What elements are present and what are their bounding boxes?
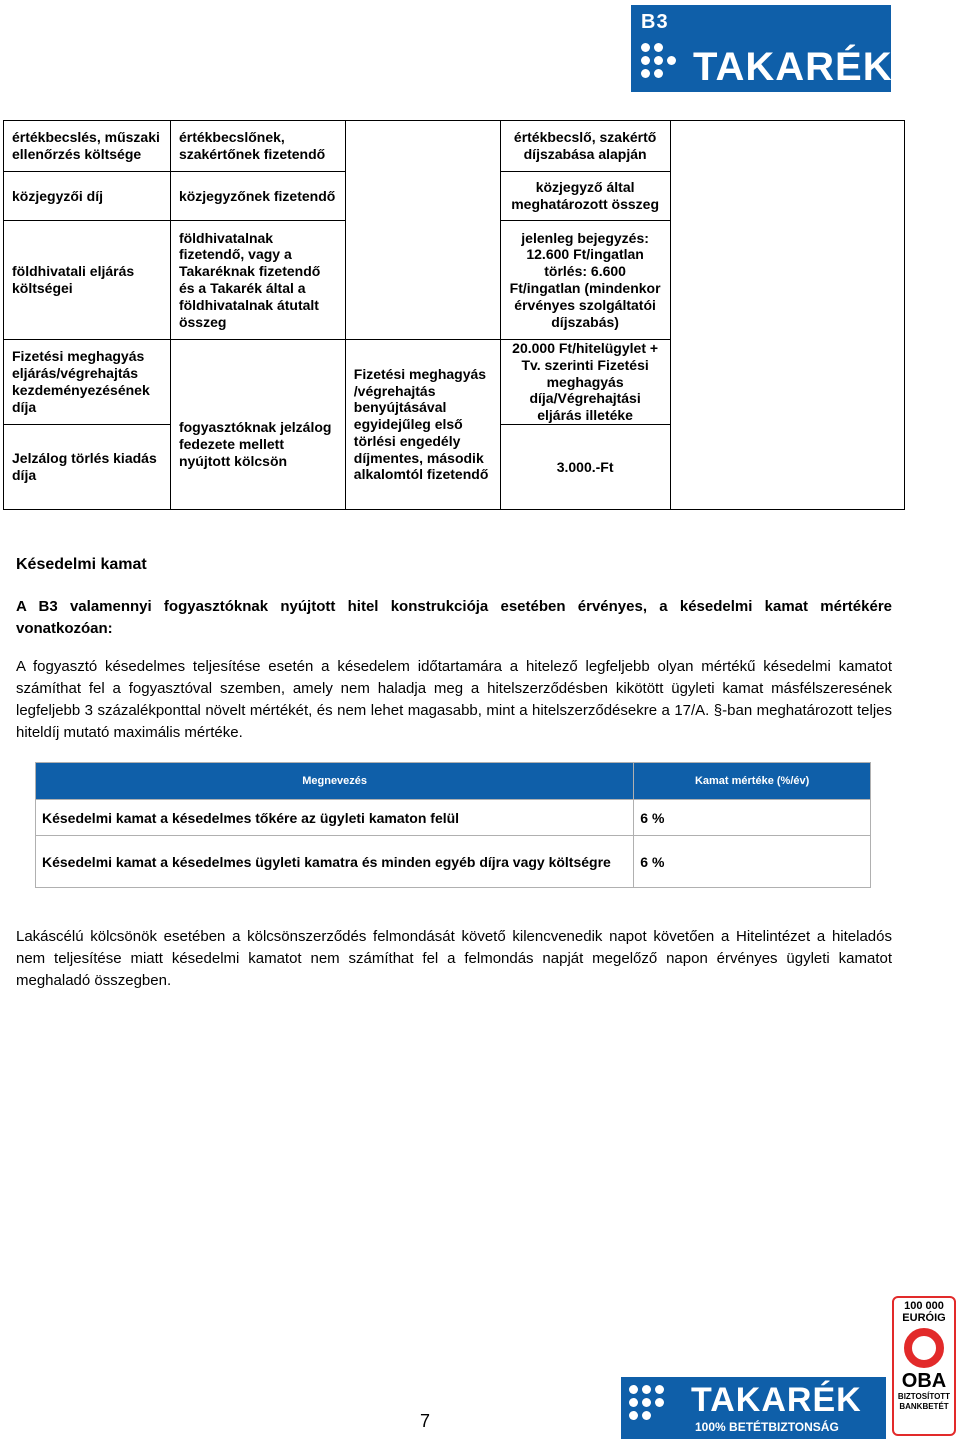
fee-note-empty — [345, 121, 500, 340]
bold-paragraph: A B3 valamennyi fogyasztóknak nyújtott hitel konstrukciója esetében érvényes, a késedelmi kamat mértékére vonatkozóan: — [16, 598, 892, 637]
fee-amount: 20.000 Ft/hitelügylet + Tv. szerinti Fizetési meghagyás díja/Végrehajtási eljárás illetéke — [500, 340, 670, 425]
guarantee-word: TAKARÉK — [691, 1381, 862, 1419]
oba-ring-icon — [904, 1328, 944, 1368]
paragraph-2: Lakáscélú kölcsönök esetében a kölcsönszerződés felmondását követő kilencvenedik napot követően a Hitelintézet a hiteladós nem teljesítése miatt késedelmi kamatot nem számíthat fel a felmondás napját megelőző napon érvényes ügyleti kamatot meghaladó összegben. — [16, 928, 892, 989]
merged-note: Fizetési meghagyás /végrehajtás benyújtásával egyidejűleg első törlési engedély díjmentes, második alkalomtól fizetendő — [345, 340, 500, 510]
merged-payer: fogyasztóknak jelzálog fedezete mellett nyújtott kölcsön — [170, 340, 345, 510]
empty-column — [670, 121, 904, 510]
fee-amount: értékbecslő, szakértő díjszabása alapján — [500, 121, 670, 172]
logo-b3-text: B3 — [641, 11, 669, 33]
b3-takarek-logo — [631, 5, 891, 92]
guarantee-dots-icon — [629, 1385, 677, 1433]
fee-label: Fizetési meghagyás eljárás/végrehajtás kezdeményezésének díja — [4, 340, 171, 425]
header-name: Megnevezés — [36, 763, 634, 800]
fee-label: közjegyzői díj — [4, 172, 171, 221]
logo-takarek-text: TAKARÉK — [693, 45, 893, 89]
oba-amount: 100 000 — [904, 1300, 944, 1312]
fee-label: Jelzálog törlés kiadás díja — [4, 424, 171, 509]
fee-amount: közjegyző által meghatározott összeg — [500, 172, 670, 221]
rate-name: Késedelmi kamat a késedelmes ügyleti kamatra és minden egyéb díjra vagy költségre — [36, 836, 634, 888]
paragraph: A fogyasztó késedelmes teljesítése esetén a késedelem időtartamára a hitelező legfeljebb olyan mértékű késedelmi kamatot számíthat fel a fogyasztóval szemben, amely nem haladja meg a hitelszerződésben kikötött ügyleti kamat másfélszeresének legfeljebb 3 százalékponttal növelt mértékét, és nem lehet magasabb, mint a hitelszerződésekre a 17/A. §-ban meghatározott teljes hiteldíj mutató maximális mértéke. — [16, 658, 892, 741]
rate-value: 6 % — [634, 836, 871, 888]
oba-sub1: BIZTOSÍTOTT — [897, 1392, 951, 1401]
page-number: 7 — [420, 1411, 431, 1431]
oba-logo — [892, 1296, 956, 1436]
fee-payer: értékbecslőnek, szakértőnek fizetendő — [170, 121, 345, 172]
fee-amount: 3.000.-Ft — [500, 424, 670, 509]
rate-value: 6 % — [634, 800, 871, 836]
fee-label: földhivatali eljárás költségei — [4, 221, 171, 340]
oba-currency: EURÓIG — [902, 1312, 946, 1324]
betetbiztonsag-logo — [621, 1377, 886, 1439]
fee-label: értékbecslés, műszaki ellenőrzés költsége — [4, 121, 171, 172]
logo-dots-icon — [641, 43, 689, 87]
oba-title: OBA — [901, 1370, 947, 1392]
fee-payer: közjegyzőnek fizetendő — [170, 172, 345, 221]
rates-table — [35, 762, 871, 888]
oba-sub2: BANKBETÉT — [899, 1402, 949, 1411]
table-row — [4, 121, 905, 172]
section-title: Késedelmi kamat — [16, 556, 147, 573]
fee-payer: földhivatalnak fizetendő, vagy a Takaréknak fizetendő és a Takarék által a földhivatalnak átutalt összeg — [170, 221, 345, 340]
fee-amount: jelenleg bejegyzés: 12.600 Ft/ingatlan törlés: 6.600 Ft/ingatlan (mindenkor érvényes szolgáltatói díjszabás) — [500, 221, 670, 340]
fees-table — [3, 120, 905, 510]
table-row — [36, 836, 871, 888]
rate-name: Késedelmi kamat a késedelmes tőkére az ügyleti kamaton felül — [36, 800, 634, 836]
table-header-row — [36, 763, 871, 800]
table-row — [36, 800, 871, 836]
guarantee-sub: 100% BETÉTBIZTONSÁG — [695, 1420, 839, 1434]
header-rate: Kamat mértéke (%/év) — [634, 763, 871, 800]
